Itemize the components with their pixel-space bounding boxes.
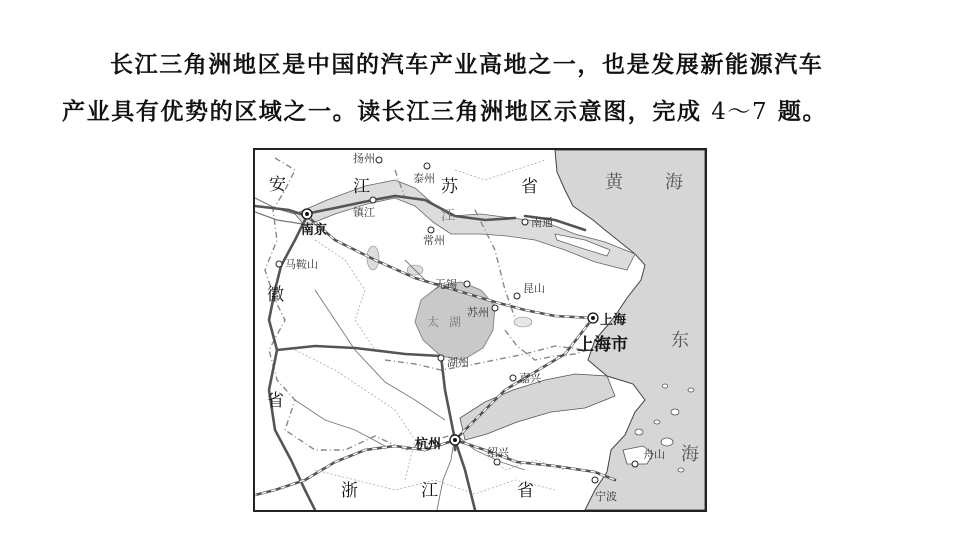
label-hangzhou: 杭州 bbox=[415, 437, 442, 452]
label-shanghai-municipality: 上海市 bbox=[577, 335, 628, 355]
question-line-1: 长江三角洲地区是中国的汽车产业高地之一，也是发展新能源汽车 bbox=[110, 52, 824, 78]
label-anhui-1: 安 bbox=[269, 175, 286, 195]
label-anhui-2: 徽 bbox=[267, 285, 284, 305]
label-taihu-1: 太 bbox=[427, 315, 440, 329]
label-east-sea-2: 海 bbox=[681, 444, 699, 465]
map-canvas bbox=[255, 150, 705, 510]
label-nanjing: 南京 bbox=[301, 223, 328, 238]
label-east-sea-1: 东 bbox=[671, 330, 689, 351]
label-zhenjiang: 镇江 bbox=[353, 206, 375, 219]
label-taizhou: 泰州 bbox=[413, 172, 435, 185]
question-line-2-suffix: 题。 bbox=[777, 99, 828, 125]
label-anhui-3: 省 bbox=[267, 391, 284, 411]
rivers bbox=[295, 260, 525, 510]
label-yellow-sea-2: 海 bbox=[665, 172, 683, 193]
label-zhejiang-3: 省 bbox=[517, 481, 534, 501]
question-line-2 bbox=[62, 89, 912, 136]
label-shanghai: 上海 bbox=[600, 313, 627, 328]
label-kunshan: 昆山 bbox=[523, 282, 545, 295]
question-text bbox=[62, 42, 912, 136]
label-nantong: 南通 bbox=[531, 216, 553, 229]
label-yellow-sea-1: 黄 bbox=[605, 172, 623, 193]
label-ningbo: 宁波 bbox=[595, 490, 617, 503]
label-taihu-2: 湖 bbox=[449, 315, 462, 329]
label-huzhou: 湖州 bbox=[447, 356, 469, 369]
label-suzhou: 苏州 bbox=[467, 306, 489, 319]
yangtze-delta-map bbox=[253, 148, 707, 512]
label-changzhou: 常州 bbox=[423, 234, 445, 247]
label-yangzhou: 扬州 bbox=[353, 152, 375, 165]
label-zhoushan: 舟山 bbox=[643, 448, 665, 461]
label-jiangsu-1: 江 bbox=[353, 177, 370, 197]
label-maanshan: 马鞍山 bbox=[285, 258, 318, 271]
label-river: 江 bbox=[441, 208, 455, 224]
question-line-2-prefix: 产业具有优势的区域之一。读长江三角洲地区示意图，完成 bbox=[62, 99, 702, 125]
label-zhejiang-1: 浙 bbox=[341, 481, 358, 501]
label-wuxi: 无锡 bbox=[435, 278, 457, 291]
small-lake bbox=[514, 317, 532, 327]
label-shaoxing: 绍兴 bbox=[487, 446, 509, 459]
label-jiangsu-3: 省 bbox=[521, 177, 538, 197]
label-jiaxing: 嘉兴 bbox=[519, 372, 541, 385]
label-zhejiang-2: 江 bbox=[421, 481, 438, 501]
label-jiangsu-2: 苏 bbox=[441, 177, 458, 197]
question-range: 4～7 bbox=[711, 99, 769, 125]
